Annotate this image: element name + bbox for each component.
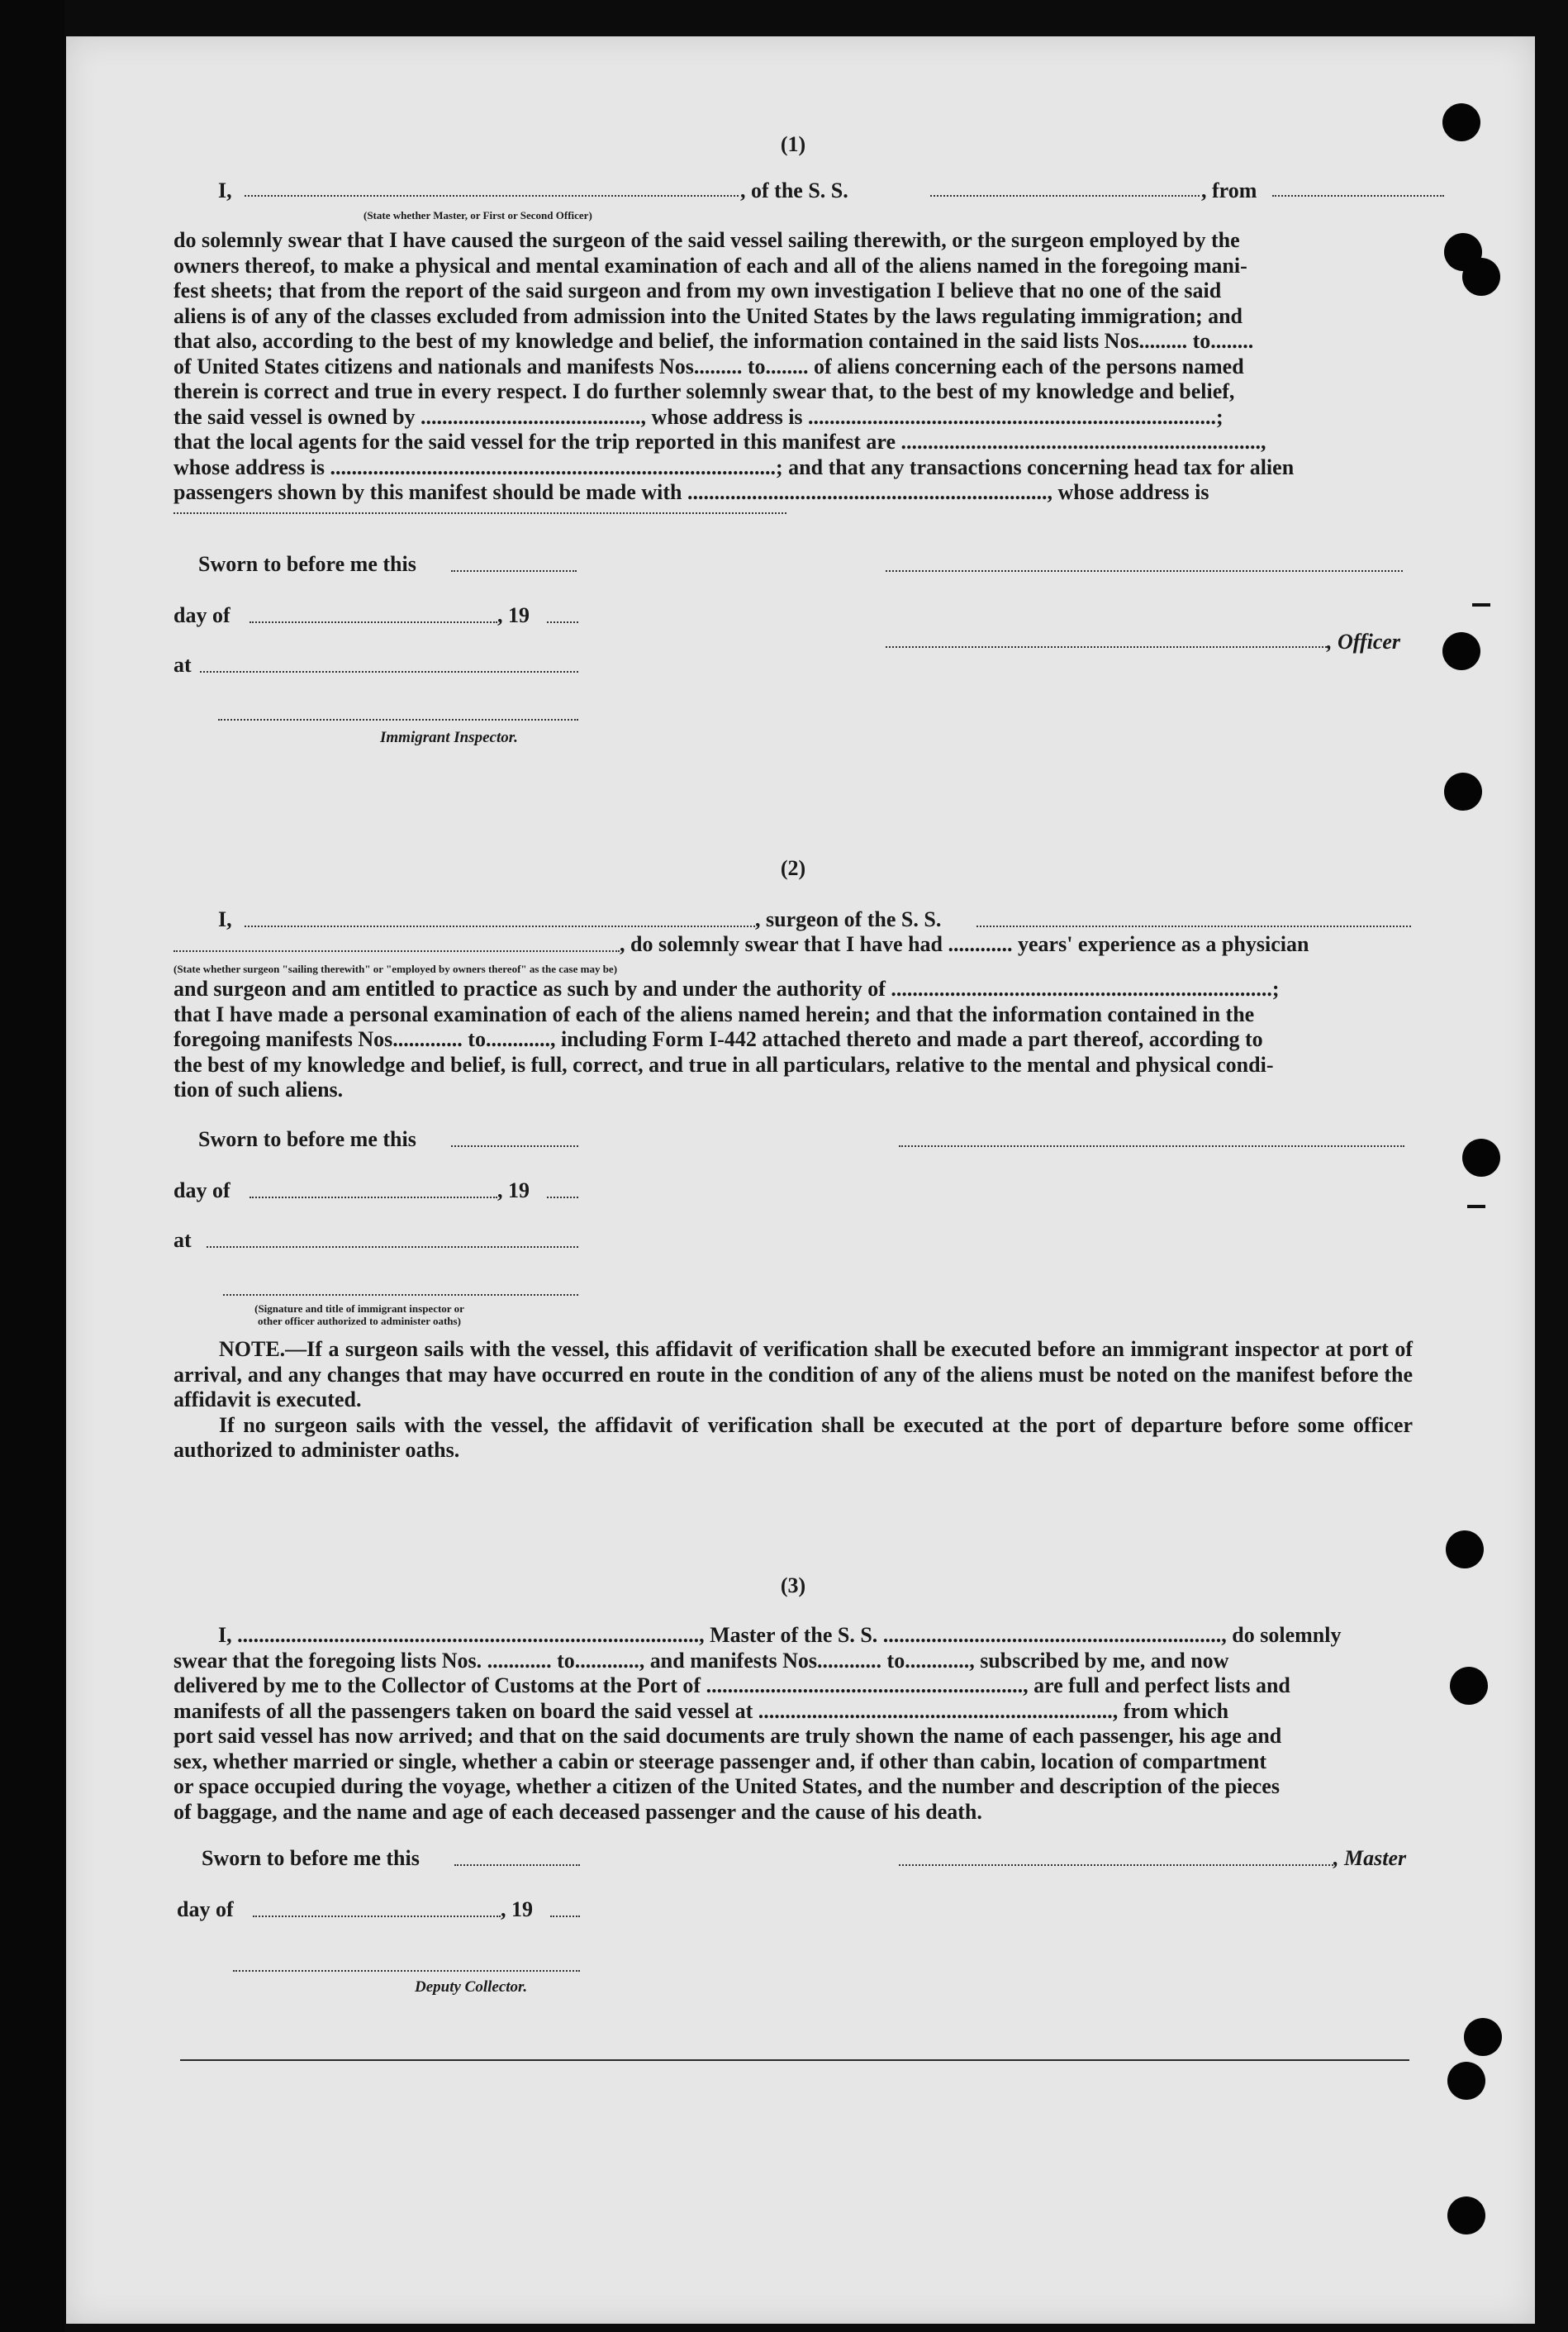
signature-note-line: other officer authorized to administer oaths) (258, 1315, 461, 1327)
from-port-field[interactable] (1272, 195, 1444, 197)
sworn-day-field[interactable] (451, 570, 577, 572)
scanner-edge (0, 0, 64, 2332)
body-line: port said vessel has now arrived; and that on the said documents are truly shown the name of each passenger, his age and (173, 1724, 1282, 1748)
inspector-signature-field[interactable] (218, 719, 578, 721)
signature-note (223, 1302, 496, 1327)
sworn-label: Sworn to before me this (202, 1846, 420, 1870)
sworn-label: Sworn to before me this (198, 552, 416, 576)
officer-signature-upper[interactable] (886, 570, 1403, 572)
body-line: of United States citizens and nationals and manifests Nos......... to........ of aliens concerning each of the persons named (173, 354, 1244, 378)
year-field[interactable] (550, 1916, 580, 1917)
binder-hole (1442, 103, 1480, 141)
vessel-name-field[interactable] (976, 926, 1411, 927)
body-line: therein is correct and true in every respect. I do further solemnly swear that, to the best of my knowledge and belief, (173, 379, 1235, 403)
body-line: passengers shown by this manifest should be made with ..................................................................., whose address is (173, 480, 1209, 504)
body-line: fest sheets; that from the report of the said surgeon and from my own investigation I believe that no one of the said (173, 278, 1222, 302)
year-label: , 19 (497, 1178, 530, 1202)
section-1-body (173, 228, 1413, 506)
binder-hole (1446, 1530, 1484, 1568)
body-line: foregoing manifests Nos............. to............, including Form I-442 attached thereto and made a part thereof, according to (173, 1027, 1263, 1051)
at-place-field[interactable] (207, 1246, 578, 1248)
officer-label: , Officer (1327, 630, 1401, 654)
master-label: , Master (1333, 1846, 1407, 1870)
day-of-field[interactable] (249, 1197, 497, 1198)
body-line: that I have made a personal examination of each of the aliens named herein; and that the information contained in the (173, 1002, 1255, 1026)
day-of-label: day of (173, 1178, 230, 1202)
body-line: tion of such aliens. (173, 1078, 344, 1102)
vessel-name-field[interactable] (930, 195, 1200, 197)
sworn-label: Sworn to before me this (198, 1127, 416, 1151)
day-of-label: day of (177, 1897, 234, 1921)
surgeon-signature-field[interactable] (899, 1145, 1404, 1147)
body-line: of baggage, and the name and age of each deceased passenger and the cause of his death. (173, 1799, 982, 1824)
year-label: , 19 (497, 603, 530, 627)
body-line: I, ......................................................................................, Master of the S. S. ..............................................................., do solemnly (218, 1623, 1342, 1647)
label-from: , from (1201, 178, 1257, 202)
body-line: that the local agents for the said vessel for the trip reported in this manifest are ..................................................................., (173, 430, 1266, 454)
note-paragraph: If no surgeon sails with the vessel, the affidavit of verification shall be executed at the port of departure before some officer authorized to administer oaths. (173, 1412, 1413, 1462)
binder-hole (1464, 2018, 1502, 2056)
binder-hole (1447, 2196, 1485, 2234)
body-line: do solemnly swear that I have caused the surgeon of the said vessel sailing therewith, or the surgeon employed by the (173, 228, 1240, 252)
master-name-field[interactable] (245, 195, 739, 197)
at-label: at (173, 1228, 192, 1252)
edge-mark (1472, 603, 1490, 607)
label-i: I, (218, 178, 232, 202)
body-line: the said vessel is owned by ........................................., whose address is ............................................................................; (173, 404, 1224, 429)
section-number: (3) (780, 1573, 806, 1597)
collector-caption: Deputy Collector. (415, 1978, 528, 1996)
surgeon-note: (State whether surgeon "sailing therewith" or "employed by owners thereof" as the case may be) (173, 963, 618, 975)
sworn-day-field[interactable] (451, 1145, 578, 1147)
edge-mark (1467, 1205, 1485, 1208)
label-surgeon-of: , surgeon of the S. S. (755, 907, 942, 931)
body-line: owners thereof, to make a physical and mental examination of each and all of the aliens named in the foregoing mani- (173, 253, 1247, 278)
body-line: and surgeon and am entitled to practice as such by and under the authority of .......................................................................; (173, 977, 1280, 1001)
binder-hole (1462, 1139, 1500, 1177)
officer-signature-field[interactable] (886, 646, 1327, 648)
binder-hole (1442, 632, 1480, 670)
label-of-ss: , of the S. S. (740, 178, 848, 202)
section-number: (2) (780, 856, 806, 880)
day-of-field[interactable] (249, 621, 497, 623)
at-place-field[interactable] (200, 671, 578, 673)
day-of-field[interactable] (253, 1916, 501, 1917)
section-3-body (173, 1623, 1413, 1825)
year-field[interactable] (547, 621, 578, 623)
label-i: I, (218, 907, 232, 931)
collector-signature-field[interactable] (233, 1970, 580, 1972)
day-of-label: day of (173, 603, 230, 627)
surgeon-status-field[interactable] (173, 950, 620, 952)
master-line (218, 178, 1413, 221)
binder-hole (1450, 1667, 1488, 1705)
note-block (173, 1337, 1413, 1463)
master-signature-field[interactable] (899, 1864, 1333, 1866)
address-continuation-field[interactable] (173, 512, 786, 514)
year-label: , 19 (501, 1897, 533, 1921)
master-note: (State whether Master, or First or Second Officer) (363, 209, 592, 221)
inspector-caption: Immigrant Inspector. (380, 729, 518, 746)
body-line: the best of my knowledge and belief, is full, correct, and true in all particulars, relative to the mental and physical condi- (173, 1052, 1274, 1077)
inspector-signature-field[interactable] (223, 1294, 578, 1296)
signature-note-line: (Signature and title of immigrant inspector or (254, 1302, 464, 1315)
body-line: whose address is ...................................................................................; and that any transactions concerning head tax for alien (173, 455, 1295, 479)
body-line: or space occupied during the voyage, whether a citizen of the United States, and the number and description of the pieces (173, 1774, 1280, 1798)
binder-hole (1447, 2062, 1485, 2100)
body-line: that also, according to the best of my knowledge and belief, the information contained in the said lists Nos......... to........ (173, 329, 1254, 353)
body-line: sex, whether married or single, whether a cabin or steerage passenger and, if other than cabin, location of compartment (173, 1749, 1266, 1773)
binder-hole (1444, 773, 1482, 811)
note-paragraph: NOTE.—If a surgeon sails with the vessel, this affidavit of verification shall be executed before an immigrant inspector at port of arrival, and any changes that may have occurred en route in the condition of any of the aliens must be noted on the manifest before the affidavit is executed. (173, 1337, 1413, 1411)
body-line: swear that the foregoing lists Nos. ............ to............, and manifests Nos............ to............, subscribed by me, and now (173, 1648, 1229, 1673)
body-line: delivered by me to the Collector of Customs at the Port of ..........................................................., are full and perfect lists and (173, 1673, 1290, 1697)
years-experience-line: , do solemnly swear that I have had ............ years' experience as a physician (620, 932, 1309, 956)
bottom-rule (180, 2059, 1409, 2061)
year-field[interactable] (547, 1197, 578, 1198)
at-label: at (173, 653, 192, 677)
body-line: aliens is of any of the classes excluded from admission into the United States by the laws regulating immigration; and (173, 303, 1243, 328)
binder-hole (1462, 258, 1500, 296)
body-line: manifests of all the passengers taken on board the said vessel at .................................................................., from which (173, 1698, 1229, 1723)
section-number: (1) (780, 132, 806, 156)
surgeon-name-field[interactable] (245, 926, 755, 927)
section-2-body (173, 977, 1413, 1103)
sworn-day-field[interactable] (454, 1864, 580, 1866)
